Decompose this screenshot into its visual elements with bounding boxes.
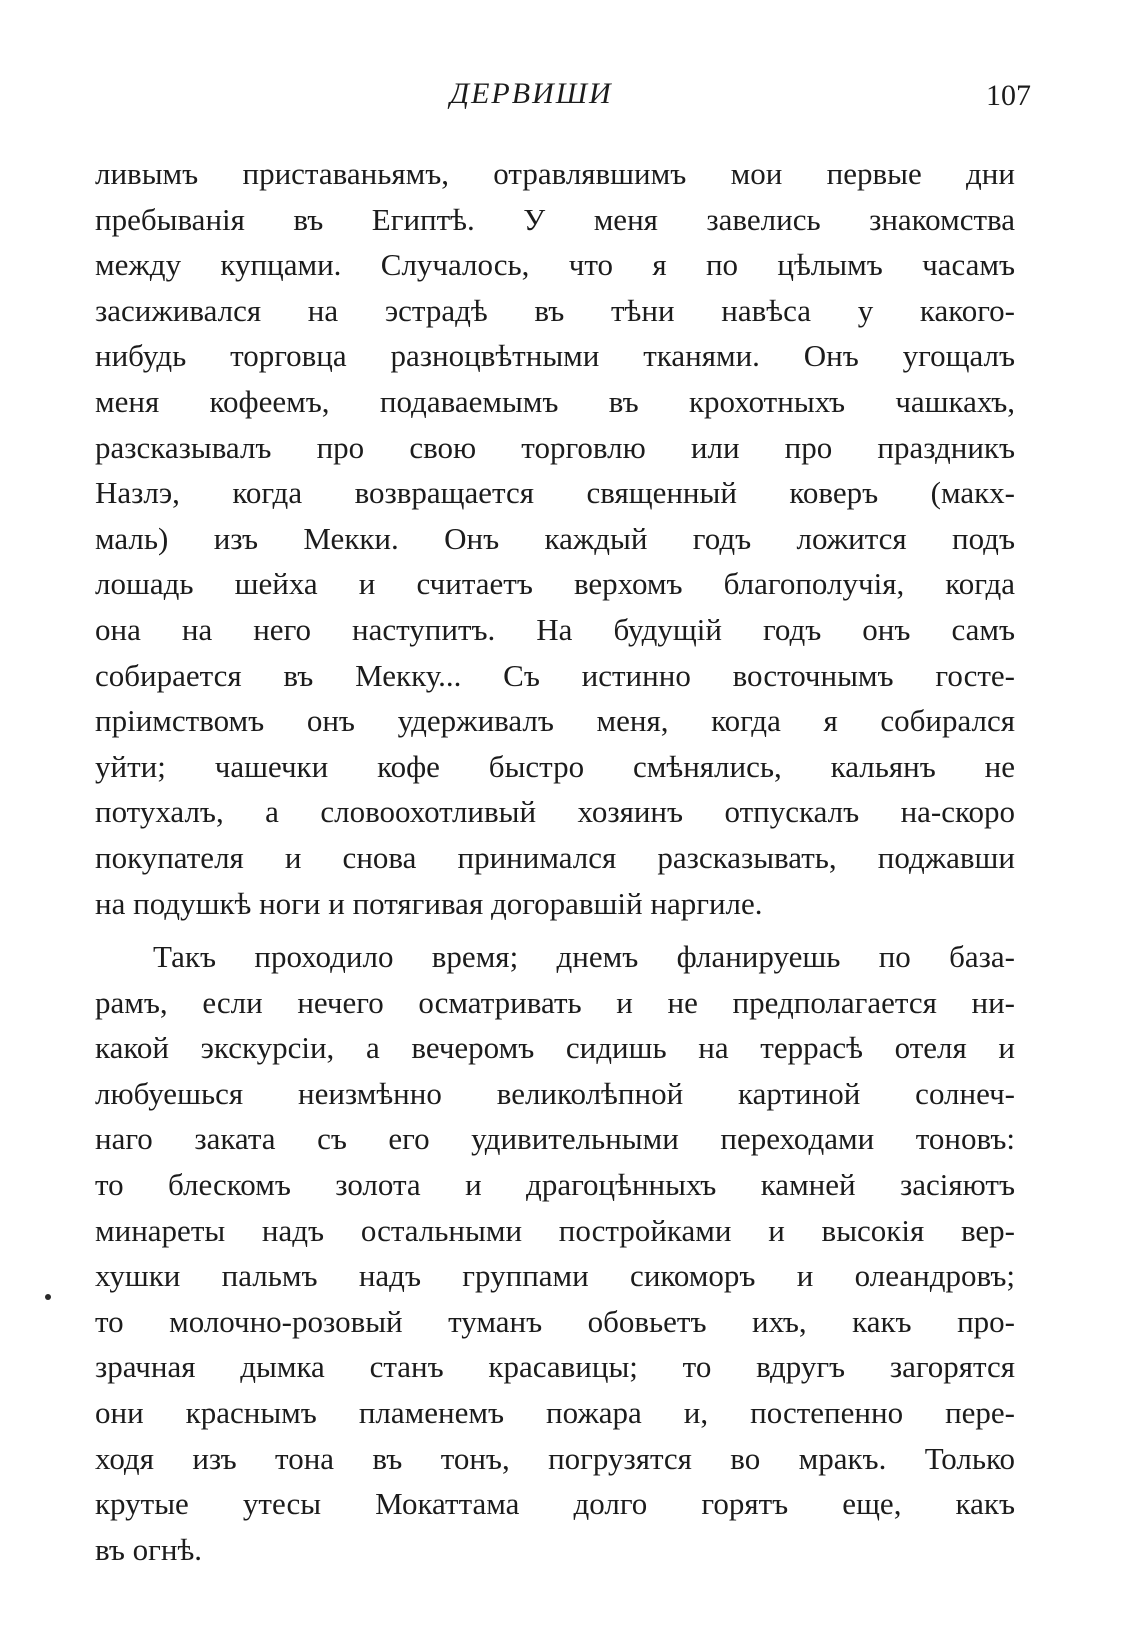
text-line: Назлэ, когда возвращается священный коверъ (макх-: [95, 475, 1015, 511]
text-line: какой экскурсіи, а вечеромъ сидишь на террасѣ отеля и: [95, 1030, 1015, 1066]
text-line: хушки пальмъ надъ группами сикоморъ и олеандровъ;: [95, 1258, 1015, 1294]
text-line: рамъ, если нечего осматривать и не предполагается ни-: [95, 984, 1015, 1020]
margin-dot: [45, 1294, 51, 1300]
text-line: между купцами. Случалось, что я по цѣлымъ часамъ: [95, 247, 1015, 283]
text-line: засиживался на эстрадѣ въ тѣни навѣса у какого-: [95, 292, 1015, 328]
text-line: въ огнѣ.: [95, 1531, 203, 1567]
text-line: покупателя и снова принимался разсказывать, поджавши: [95, 839, 1015, 875]
paragraph-gap: [95, 926, 1015, 934]
text-line: минареты надъ остальными постройками и высокія вер-: [95, 1212, 1015, 1248]
text-line: маль) изъ Мекки. Онъ каждый годъ ложится подъ: [95, 520, 1015, 556]
running-head-title: ДЕРВИШИ: [450, 77, 613, 110]
text-line: уйти; чашечки кофе быстро смѣнялись, кальянъ не: [95, 748, 1015, 784]
text-line: то блескомъ золота и драгоцѣнныхъ камней засіяютъ: [95, 1167, 1015, 1203]
text-line: любуешься неизмѣнно великолѣпной картиной солнеч-: [95, 1075, 1015, 1111]
text-line: собирается въ Мекку... Съ истинно восточнымъ госте-: [95, 657, 1015, 693]
text-line: нибудь торговца разноцвѣтными тканями. Онъ угощалъ: [95, 338, 1015, 374]
text-line: Такъ проходило время; днемъ фланируешь по база-: [153, 939, 1015, 975]
text-line: ливымъ приставаньямъ, отравлявшимъ мои первые дни: [95, 156, 1015, 191]
text-line: пріимствомъ онъ удерживалъ меня, когда я собирался: [95, 703, 1015, 739]
text-line: ходя изъ тона въ тонъ, погрузятся во мракъ. Только: [95, 1440, 1015, 1476]
text-line: наго заката съ его удивительными переходами тоновъ:: [95, 1121, 1015, 1157]
body-text: [95, 151, 1015, 1572]
text-line: лошадь шейха и считаетъ верхомъ благополучія, когда: [95, 566, 1015, 602]
paragraph-1: [95, 151, 1015, 926]
text-line: то молочно-розовый туманъ обовьетъ ихъ, какъ про-: [95, 1303, 1015, 1339]
text-line: зрачная дымка станъ красавицы; то вдругъ загорятся: [95, 1349, 1015, 1385]
text-line: потухалъ, а словоохотливый хозяинъ отпускалъ на-скоро: [95, 794, 1015, 830]
text-line: меня кофеемъ, подаваемымъ въ крохотныхъ чашкахъ,: [95, 383, 1015, 419]
paragraph-2: [95, 934, 1015, 1572]
page-number: 107: [986, 79, 1031, 112]
text-line: крутые утесы Мокаттама долго горятъ еще, какъ: [95, 1486, 1015, 1522]
text-line: они краснымъ пламенемъ пожара и, постепенно пере-: [95, 1395, 1015, 1431]
text-line: разсказывалъ про свою торговлю или про праздникъ: [95, 429, 1015, 465]
text-line: она на него наступитъ. На будущій годъ онъ самъ: [95, 611, 1015, 647]
text-line: пребыванія въ Египтѣ. У меня завелись знакомства: [95, 201, 1015, 237]
text-line: на подушкѣ ноги и потягивая догоравшій наргиле.: [95, 885, 763, 921]
